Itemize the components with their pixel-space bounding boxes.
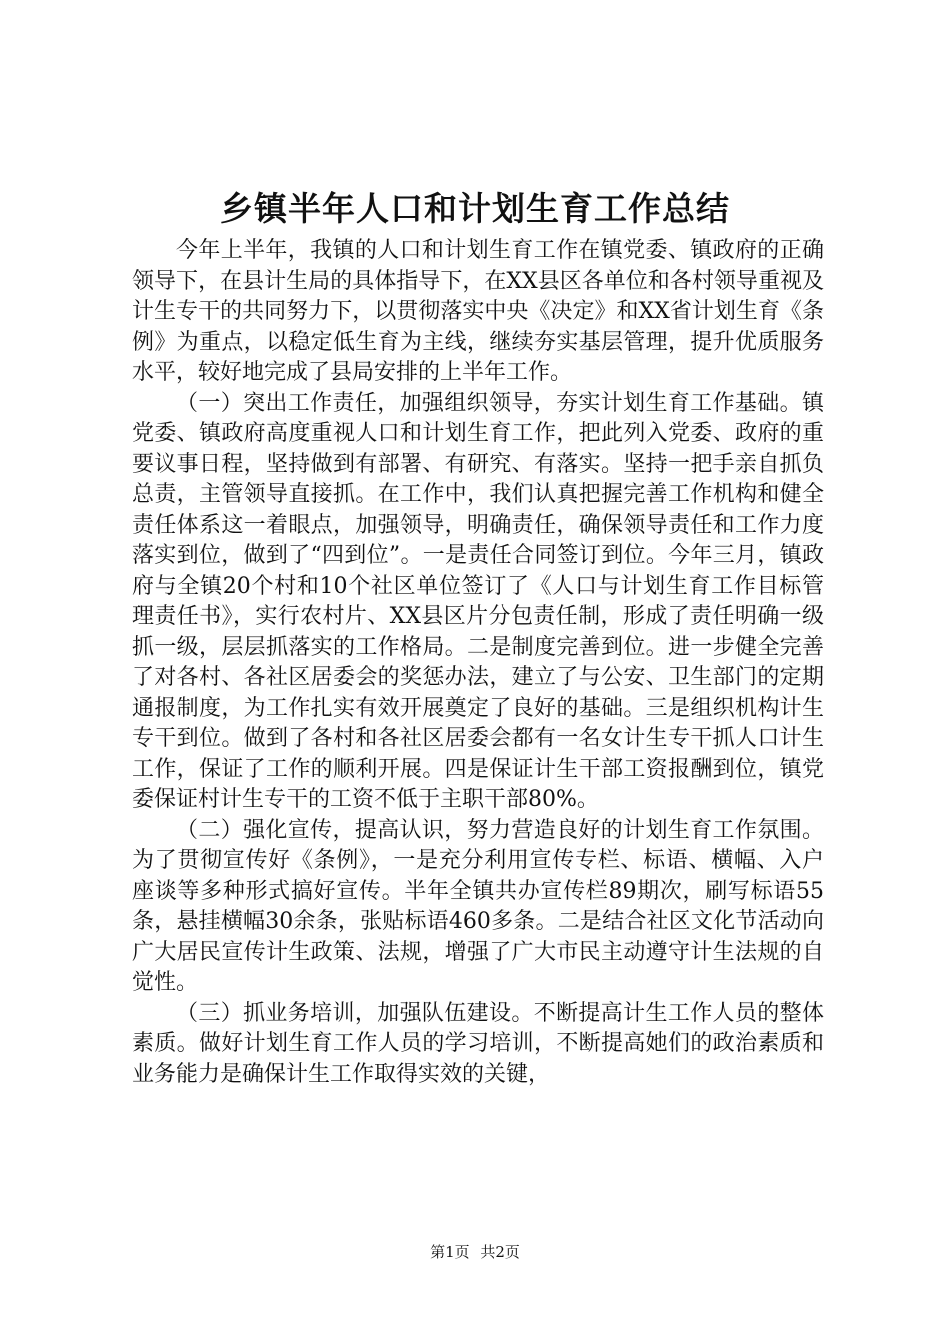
paragraph-section-1: （一）突出工作责任，加强组织领导，夯实计划生育工作基础。镇党委、镇政府高度重视人口和计划生育工作，把此列入党委、政府的重要议事日程，坚持做到有部署、有研究、有落实。坚持一把手亲自抓负总责，主管领导直接抓。在工作中，我们认真把握完善工作机构和健全责任体系这一着眼点，加强领导，明确责任，确保领导责任和工作力度落实到位，做到了“四到位”。一是责任合同签订到位。今年三月，镇政府与全镇20个村和10个社区单位签订了《人口与计划生育工作目标管理责任书》，实行农村片、XX县区片分包责任制，形成了责任明确一级抓一级，层层抓落实的工作格局。二是制度完善到位。进一步健全完善了对各村、各社区居委会的奖惩办法，建立了与公安、卫生部门的定期通报制度，为工作扎实有效开展奠定了良好的基础。三是组织机构计生专干到位。做到了各村和各社区居委会都有一名女计生专干抓人口计生工作，保证了工作的顺利开展。四是保证计生干部工资报酬到位，镇党委保证村计生专干的工资不低于主职干部80%。	[132, 390, 824, 812]
page-total: 共2页	[480, 1243, 520, 1261]
page-footer	[0, 1242, 950, 1262]
paragraph-intro: 今年上半年，我镇的人口和计划生育工作在镇党委、镇政府的正确领导下，在县计生局的具体指导下，在XX县区各单位和各村领导重视及计生专干的共同努力下，以贯彻落实中央《决定》和XX省计划生育《条例》为重点，以稳定低生育为主线，继续夯实基层管理，提升优质服务水平，较好地完成了县局安排的上半年工作。	[132, 238, 824, 385]
paragraph-section-3: （三）抓业务培训，加强队伍建设。不断提高计生工作人员的整体素质。做好计划生育工作人员的学习培训，不断提高她们的政治素质和业务能力是确保计生工作取得实效的关键，	[132, 1000, 824, 1087]
page-number: 第1页	[430, 1243, 470, 1261]
paragraph-section-2: （二）强化宣传，提高认识，努力营造良好的计划生育工作氛围。为了贯彻宣传好《条例》，一是充分利用宣传专栏、标语、横幅、入户座谈等多种形式搞好宣传。半年全镇共办宣传栏89期次，刷写标语55条，悬挂横幅30余条，张贴标语460多条。二是结合社区文化节活动向广大居民宣传计生政策、法规，增强了广大市民主动遵守计生法规的自觉性。	[132, 817, 824, 995]
document-body	[132, 236, 824, 1090]
document-title: 乡镇半年人口和计划生育工作总结	[220, 189, 730, 228]
